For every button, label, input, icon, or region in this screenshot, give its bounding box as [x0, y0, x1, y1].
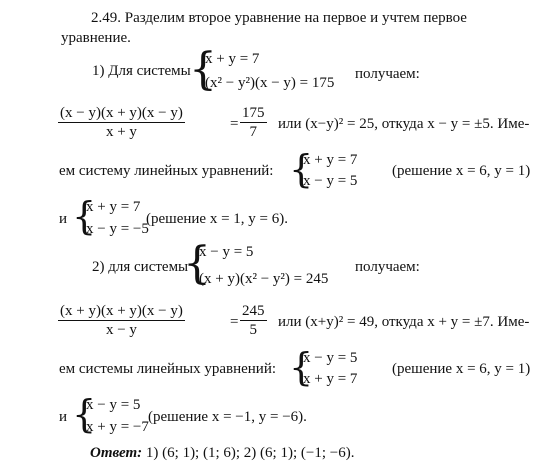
problem-intro-line-2	[61, 29, 131, 47]
answer-label: Ответ:	[90, 445, 143, 461]
part2-linear-eq1: x − y = 5	[303, 350, 358, 366]
part1-fraction-left	[58, 104, 185, 141]
part1-linear-eq2: x − y = 5	[303, 173, 358, 189]
part2-linear-eq2: x + y = 7	[303, 371, 358, 387]
part1-system-brace: {	[189, 44, 217, 95]
part1-linear2-eq1: x + y = 7	[86, 199, 141, 215]
answer-text: 1) (6; 1); (1; 6); 2) (6; 1); (−1; −6).	[145, 445, 355, 461]
part2-fraction-left	[58, 302, 185, 339]
part1-fraction-right	[240, 104, 267, 141]
part1-equals: =	[230, 116, 239, 132]
part1-linear-solution: (решение x = 6, y = 1)	[392, 163, 531, 179]
part2-equals: =	[230, 314, 239, 330]
part1-linear2-eq2: x − y = −5	[86, 221, 149, 237]
part2-tail: или (x+y)² = 49, откуда x + y = ±7. Име-	[278, 314, 530, 330]
part2-system-eq1: x − y = 5	[199, 244, 254, 260]
part2-fraction-right	[240, 302, 267, 339]
part1-fraction-left-num: (x − y)(x + y)(x − y)	[60, 105, 183, 121]
part2-fraction-left-den: x − y	[105, 322, 137, 338]
part2-fraction-left-num: (x + y)(x + y)(x − y)	[60, 303, 183, 319]
part2-system-eq2: (x + y)(x² − y²) = 245	[199, 271, 329, 287]
part1-fraction-right-num: 175	[242, 105, 265, 121]
part1-system-eq1: x + y = 7	[205, 51, 260, 67]
part2-after: получаем:	[355, 259, 420, 275]
part1-after: получаем:	[355, 66, 420, 82]
part1-linear-brace: {	[289, 147, 314, 191]
part2-and: и	[59, 409, 68, 425]
part2-linear2-solution: (решение x = −1, y = −6).	[148, 409, 307, 425]
part1-fraction-right-den: 7	[249, 124, 257, 140]
part2-linear2-eq2: x + y = −7	[86, 419, 149, 435]
part1-linear2-brace: {	[72, 194, 97, 238]
part1-fraction-left-den: x + y	[105, 124, 137, 140]
part2-linear-solution: (решение x = 6, y = 1)	[392, 361, 531, 377]
part2-fraction-right-den: 5	[249, 322, 257, 338]
part1-linear-intro: ем систему линейных уравнений:	[59, 163, 274, 179]
problem-intro-line	[91, 9, 467, 27]
part2-linear-brace: {	[289, 345, 314, 389]
problem-intro-text: 2.49. Разделим второе уравнение на первое и учтем первое	[91, 10, 467, 26]
part1-linear-eq1: x + y = 7	[303, 152, 358, 168]
part1-intro: 1) Для системы	[92, 63, 191, 79]
answer-line	[90, 444, 354, 462]
part1-and: и	[59, 211, 68, 227]
part2-linear2-eq1: x − y = 5	[86, 397, 141, 413]
part1-system-eq2: (x² − y²)(x − y) = 175	[205, 75, 335, 91]
part1-linear2-solution: (решение x = 1, y = 6).	[146, 211, 288, 227]
part2-intro: 2) для системы	[92, 259, 189, 275]
part2-linear2-brace: {	[72, 392, 97, 436]
problem-intro-text-2: уравнение.	[61, 30, 131, 46]
part2-linear-intro: ем системы линейных уравнений:	[59, 361, 277, 377]
part2-system-brace: {	[183, 238, 211, 289]
part2-fraction-right-num: 245	[242, 303, 265, 319]
part1-tail: или (x−y)² = 25, откуда x − y = ±5. Име-	[278, 116, 530, 132]
